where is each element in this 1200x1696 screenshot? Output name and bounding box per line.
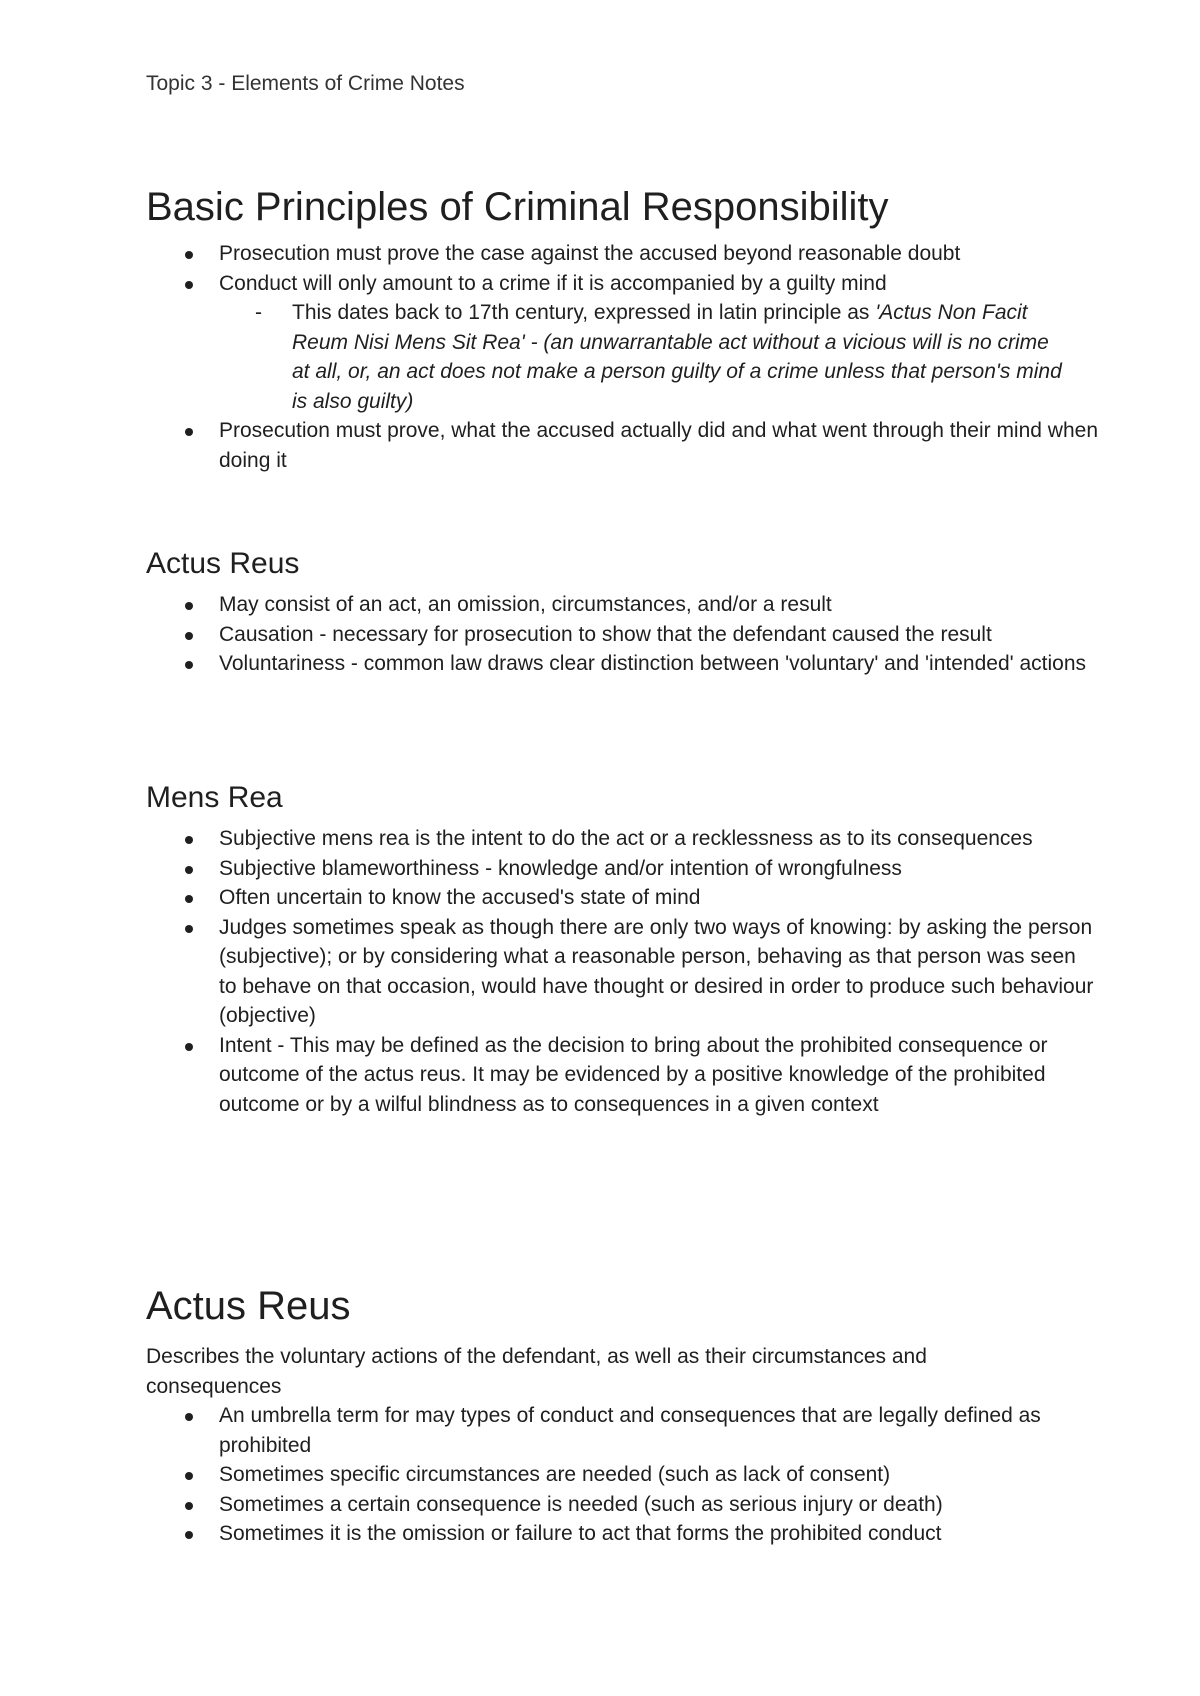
list-item: [146, 824, 1099, 854]
bullet-list: [146, 824, 1094, 1119]
bullet-list: [146, 590, 1086, 679]
list-item: [146, 1490, 1099, 1520]
bullet-dot-icon: [185, 632, 193, 640]
section-actus-reus-summary: [146, 546, 1086, 679]
section-title: Actus Reus: [146, 1284, 351, 1328]
list-item-text: Prosecution must prove, what the accused actually did and what went through their mind when doing it: [219, 419, 1098, 472]
bullet-dot-icon: [185, 895, 193, 903]
list-item-text: An umbrella term for may types of conduct and consequences that are legally defined as prohibited: [219, 1404, 1041, 1457]
section-mens-rea: [146, 780, 1094, 1119]
bullet-dot-icon: [185, 428, 193, 436]
list-item-text: Intent - This may be defined as the decision to bring about the prohibited consequence or outcome of the actus reus. It may be evidenced by a positive knowledge of the prohibited outcome or by a wilful blindness as to consequences in a given context: [219, 1033, 1048, 1116]
list-item: [146, 1519, 1099, 1549]
bullet-list: [146, 1401, 1076, 1549]
bullet-dot-icon: [185, 1531, 193, 1539]
list-item: [146, 883, 1099, 913]
bullet-list: [146, 239, 1098, 475]
latin-maxim: 'Actus Non Facit Reum Nisi Mens Sit Rea' - (an unwarrantable act without a vicious will is no crime at all, or, an act does not make a person guilty of a crime unless that person's mind is also guilty): [292, 301, 1062, 413]
list-item-text: May consist of an act, an omission, circumstances, and/or a result: [219, 593, 832, 616]
list-item: [146, 416, 1099, 475]
list-item: [146, 913, 1099, 1031]
list-item: [146, 1031, 1099, 1120]
list-item-text: Sometimes a certain consequence is needed (such as serious injury or death): [219, 1492, 943, 1516]
section-intro: Describes the voluntary actions of the defendant, as well as their circumstances and consequences: [146, 1345, 927, 1398]
list-item: [146, 1401, 1099, 1460]
list-item-text: Prosecution must prove the case against the accused beyond reasonable doubt: [219, 242, 961, 265]
list-item: [146, 620, 1099, 650]
section-basic-principles: [146, 183, 1098, 475]
list-item-text: Causation - necessary for prosecution to show that the defendant caused the result: [219, 622, 992, 646]
bullet-dot-icon: [185, 1472, 193, 1480]
bullet-dot-icon: [185, 251, 193, 259]
bullet-dot-icon: [185, 836, 193, 844]
list-item-text: Subjective mens rea is the intent to do the act or a recklessness as to its consequences: [219, 827, 1033, 850]
document-header: Topic 3 - Elements of Crime Notes: [146, 72, 465, 95]
bullet-dot-icon: [185, 281, 193, 289]
bullet-dot-icon: [185, 1502, 193, 1510]
section-title: Basic Principles of Criminal Responsibility: [146, 185, 889, 229]
sub-list: [219, 298, 1099, 416]
dash-marker: -: [255, 301, 262, 324]
list-item-text: Judges sometimes speak as though there are only two ways of knowing: by asking the person (subjective); or by considering what a reasonable person, behaving as that person was seen to behave on that occasion, would have thought or desired in order to produce such behaviour (objective): [219, 915, 1094, 1027]
bullet-dot-icon: [185, 661, 193, 669]
list-item-text: Subjective blameworthiness - knowledge and/or intention of wrongfulness: [219, 856, 902, 880]
bullet-dot-icon: [185, 1413, 193, 1421]
bullet-dot-icon: [185, 925, 193, 933]
list-item-text: Sometimes specific circumstances are needed (such as lack of consent): [219, 1463, 891, 1486]
section-actus-reus-detail: [146, 1282, 1076, 1549]
list-item: [146, 239, 1099, 269]
sub-list-item: [219, 298, 1062, 416]
list-item-text: Conduct will only amount to a crime if it is accompanied by a guilty mind: [219, 271, 887, 295]
list-item: [146, 590, 1099, 620]
list-item-text: Voluntariness - common law draws clear distinction between 'voluntary' and 'intended' actions: [219, 652, 1086, 675]
section-title: Actus Reus: [146, 547, 300, 580]
list-item: [146, 854, 1099, 884]
bullet-dot-icon: [185, 866, 193, 874]
section-title: Mens Rea: [146, 781, 283, 814]
sub-item-text: This dates back to 17th century, expressed in latin principle as: [292, 301, 876, 324]
bullet-dot-icon: [185, 602, 193, 610]
list-item-text: Often uncertain to know the accused's state of mind: [219, 886, 701, 909]
list-item-text: Sometimes it is the omission or failure to act that forms the prohibited conduct: [219, 1522, 942, 1545]
list-item: [146, 1460, 1099, 1490]
bullet-dot-icon: [185, 1043, 193, 1051]
list-item: [146, 269, 1099, 417]
list-item: [146, 649, 1099, 679]
